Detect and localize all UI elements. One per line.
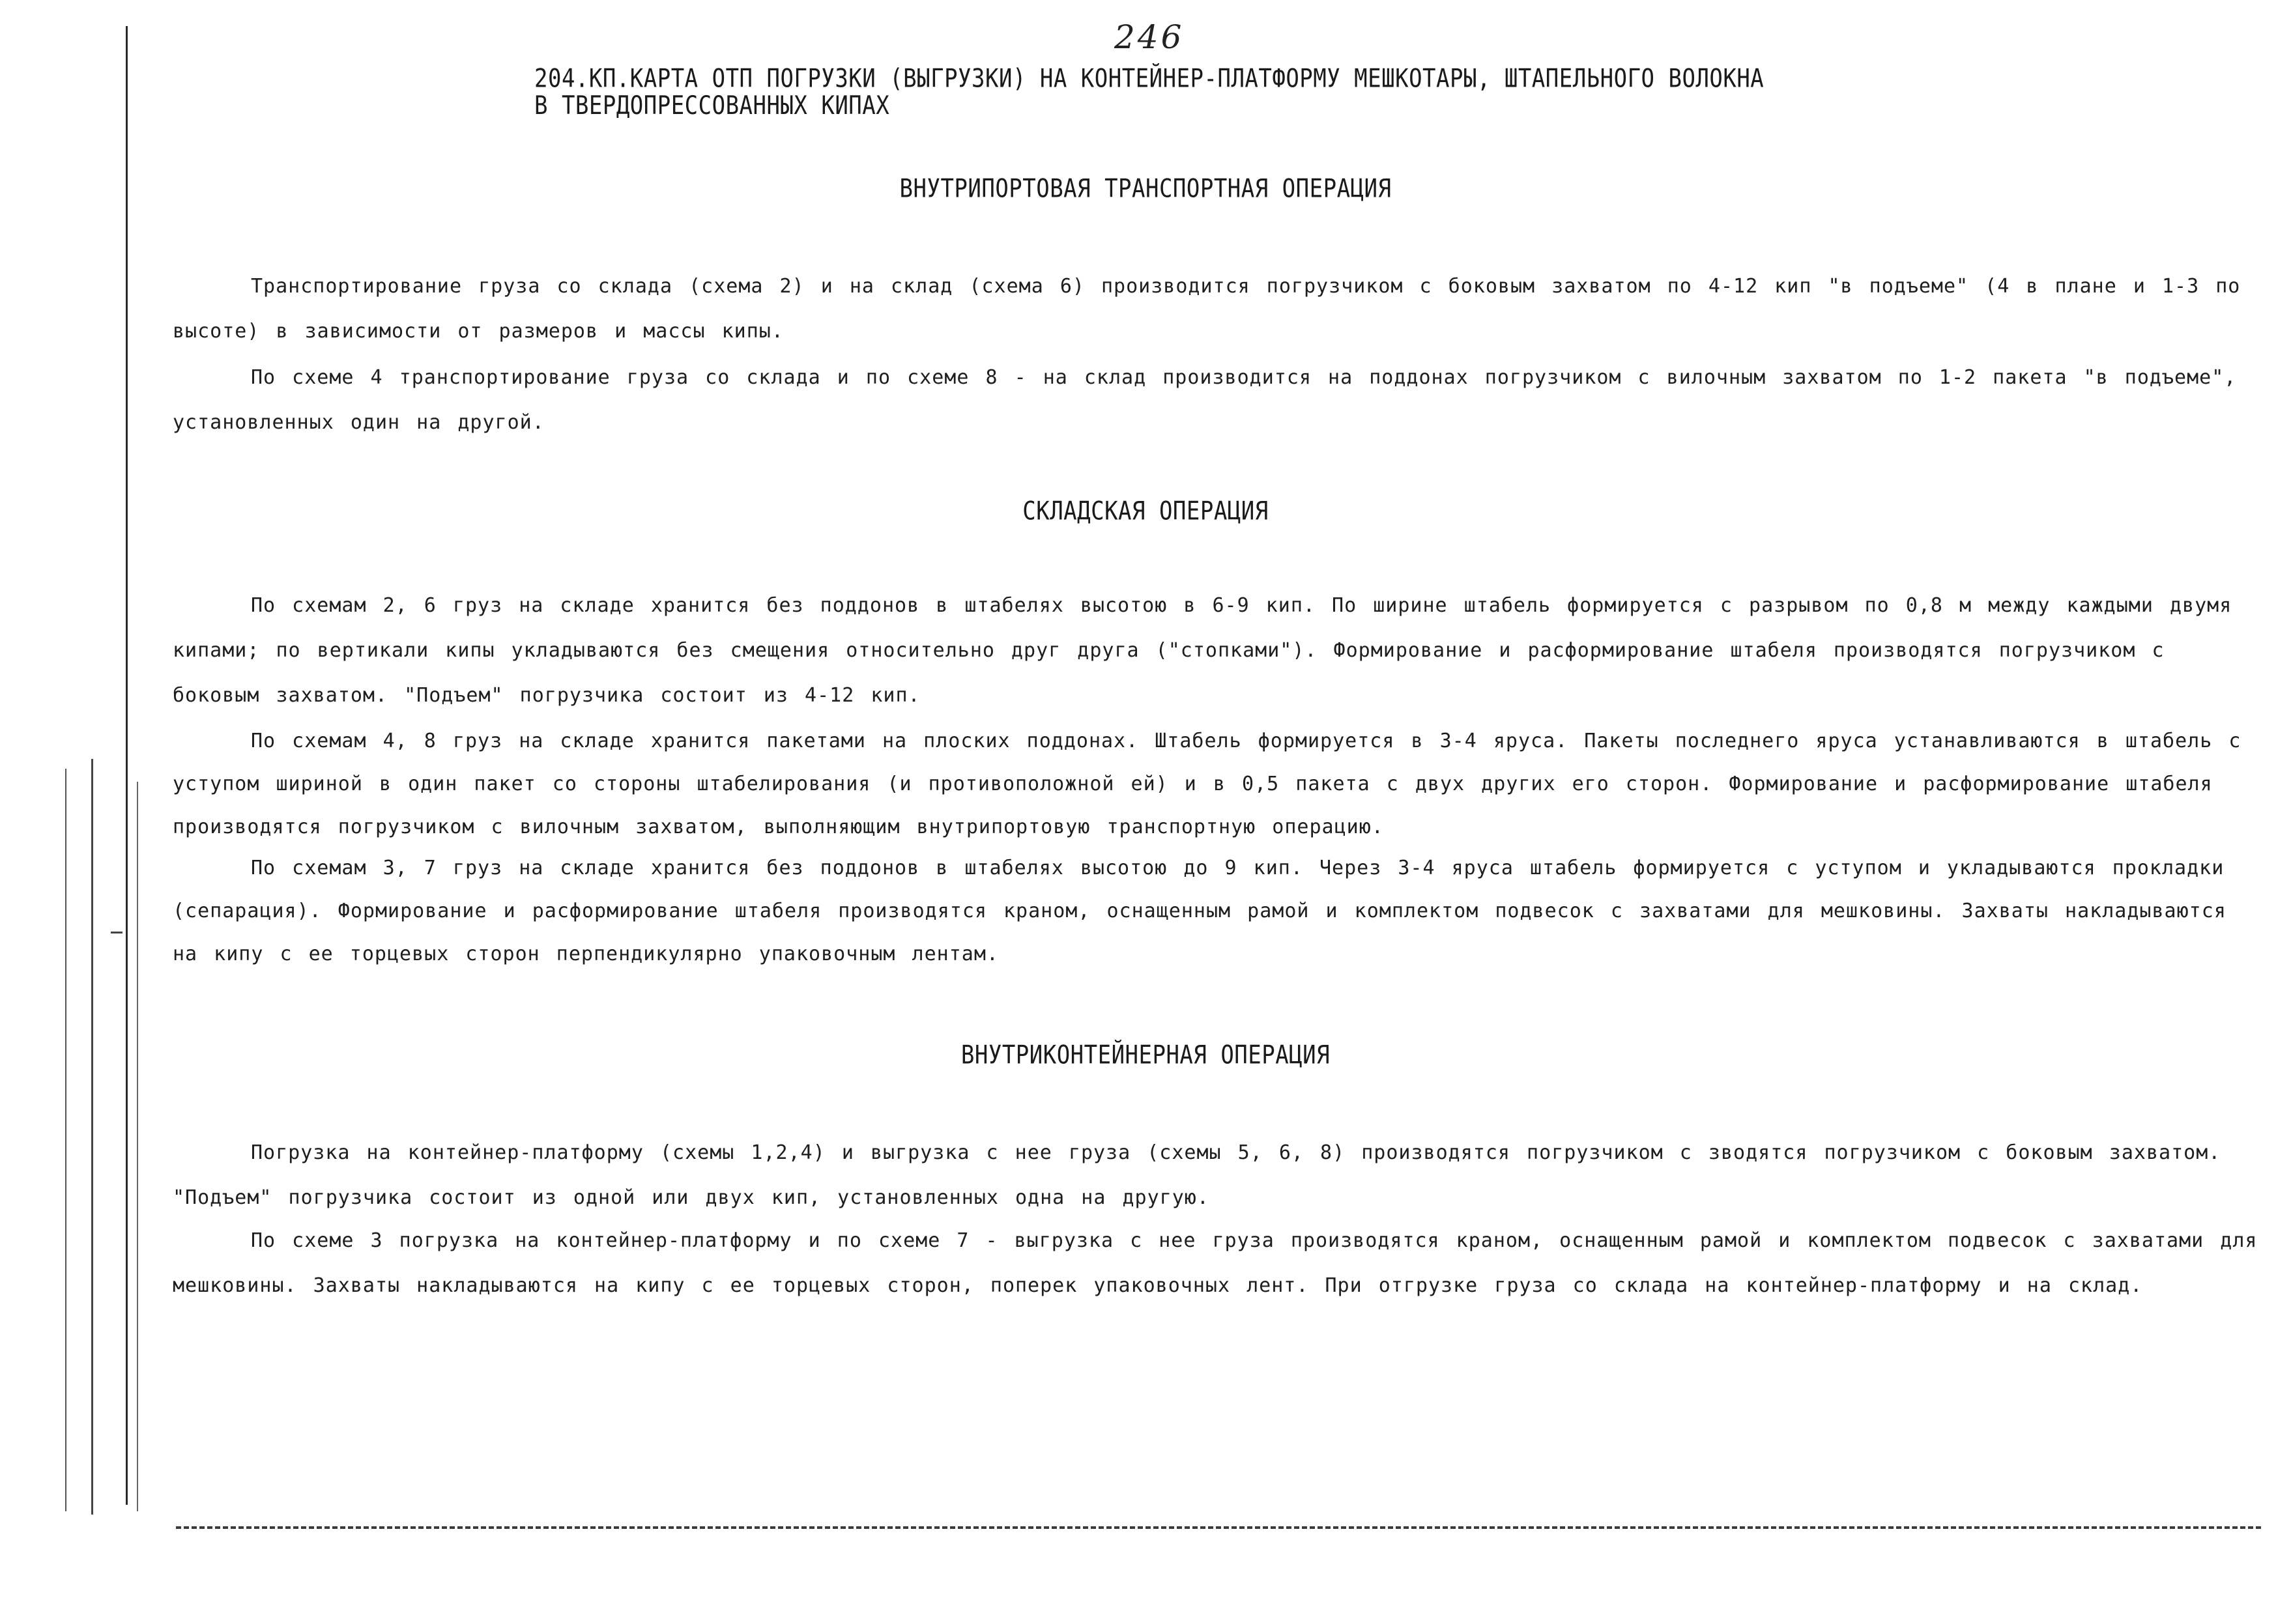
margin-rule-tick [111,932,122,933]
margin-rule-inner-2 [91,759,93,1515]
document-title [534,65,2098,119]
document-title-line-2: В ТВЕРДОПРЕССОВАННЫХ КИПАХ [534,91,890,121]
document-title-line-1: 204.КП.КАРТА ОТП ПОГРУЗКИ (ВЫГРУЗКИ) НА КОНТЕЙНЕР-ПЛАТФОРМУ МЕШКОТАРЫ, ШТАПЕЛЬНОГО ВОЛОКНА [534,63,1765,94]
paragraph-transport-1: Транспортирование груза со склада (схема 2) и на склад (схема 6) производится погрузчиком с боковым захватом по 4-12 кип "в подъеме" (4 в плане и 1-3 по высоте) в зависимости от размеров и массы кипы. [173,275,2241,343]
section-heading-warehouse: СКЛАДСКАЯ ОПЕРАЦИЯ [1022,496,1269,526]
bottom-rule [176,1526,2261,1529]
paragraph-container-1: Погрузка на контейнер-платформу (схемы 1,2,4) и выгрузка с нее груза (схемы 5, 6, 8) производятся погрузчиком с зводятся погрузчиком с боковым захватом. "Подъем" погрузчика состоит из одной или двух кип, установленных одна на другую. [173,1141,2221,1209]
margin-rule-main [126,26,128,1505]
section-heading-transport: ВНУТРИПОРТОВАЯ ТРАНСПОРТНАЯ ОПЕРАЦИЯ [899,174,1392,204]
section-heading-container: ВНУТРИКОНТЕЙНЕРНАЯ ОПЕРАЦИЯ [960,1040,1331,1070]
paragraph-container-2: По схеме 3 погрузка на контейнер-платформу и по схеме 7 - выгрузка с нее груза производятся краном, оснащенным рамой и комплектом подвесок с захватами для мешковины. Захваты накладываются на кипу с ее торцевых сторон, поперек упаковочных лент. При отгрузке груза со склада на контейнер-платформу и на склад. [173,1229,2258,1297]
paragraph-warehouse-2: По схемам 4, 8 груз на складе хранится пакетами на плоских поддонах. Штабель формируется в 3-4 яруса. Пакеты последнего яруса устанавливаются в штабель с уступом шириной в один пакет со стороны штабелирования (и противоположной ей) и в 0,5 пакета с двух других его сторон. Формирование и расформирование штабеля производятся погрузчиком с вилочным захватом, выполняющим внутрипортовую транспортную операцию. [173,730,2241,838]
paragraph-transport-2: По схеме 4 транспортирование груза со склада и по схеме 8 - на склад производится на поддонах погрузчиком с вилочным захватом по 1-2 пакета "в подъеме", установленных один на другой. [173,366,2237,434]
paragraph-warehouse-1: По схемам 2, 6 груз на складе хранится без поддонов в штабелях высотою в 6-9 кип. По ширине штабель формируется с разрывом по 0,8 м между каждыми двумя кипами; по вертикали кипы укладываются без смещения относительно друг друга ("стопками"). Формирование и расформирование штабеля производятся погрузчиком с боковым захватом. "Подъем" погрузчика состоит из 4-12 кип. [173,594,2232,707]
margin-rule-inner-3 [137,782,138,1511]
page-number: 246 [1114,18,1185,56]
margin-rule-inner-1 [65,769,66,1511]
paragraph-warehouse-3: По схемам 3, 7 груз на складе хранится без поддонов в штабелях высотою до 9 кип. Через 3-4 яруса штабель формируется с уступом и укладываются прокладки (сепарация). Формирование и расформирование штабеля производятся краном, оснащенным рамой и комплектом подвесок с захватами для мешковины. Захваты накладываются на кипу с ее торцевых сторон перпендикулярно упаковочным лентам. [173,857,2226,965]
